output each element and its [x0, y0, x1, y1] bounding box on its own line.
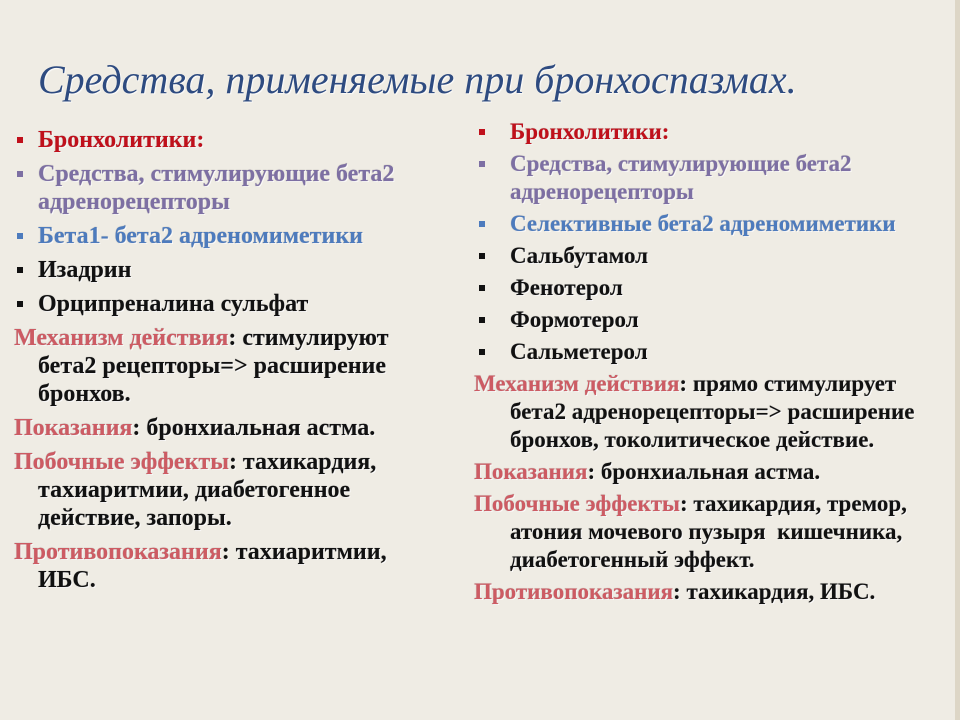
right-item-salmeterol — [474, 338, 946, 366]
note-text: : бронхиальная астма. — [587, 459, 821, 484]
bullet-square-icon — [17, 171, 23, 177]
right-note-indications — [474, 458, 946, 486]
note-text: : тахикардия, ИБС. — [673, 579, 876, 604]
bullet-square-icon — [479, 317, 485, 323]
left-note-indications — [14, 414, 424, 442]
left-column — [14, 126, 424, 600]
item-text: Орципреналина сульфат — [38, 291, 309, 317]
right-column — [474, 118, 946, 610]
bullet-square-icon — [479, 253, 485, 259]
item-text: Бета1- бета2 адреномиметики — [38, 223, 363, 249]
right-item-beta2-stimulants — [474, 150, 946, 206]
bullet-square-icon — [479, 285, 485, 291]
bullet-square-icon — [479, 349, 485, 355]
item-text: Сальбутамол — [510, 243, 649, 268]
left-item-bronchodilators — [14, 126, 424, 154]
note-label: Противопоказания — [14, 539, 222, 565]
item-text: Формотерол — [510, 307, 639, 332]
bullet-square-icon — [17, 137, 23, 143]
note-text: : стимулируют бета2 рецепторы=> расширение бронхов. — [38, 325, 395, 407]
slide-title: Средства, применяемые при бронхоспазмах. — [38, 57, 797, 102]
note-text: : прямо стимулирует бета2 адренорецепторы=> расширение бронхов, токолитическое действие. — [510, 371, 921, 452]
item-text: Фенотерол — [510, 275, 623, 300]
left-note-mechanism — [14, 324, 424, 408]
right-note-contraindications — [474, 578, 946, 606]
note-text: : тахиаритмии, ИБС. — [38, 539, 393, 593]
left-item-beta1-beta2-agonists — [14, 222, 424, 250]
item-text: Изадрин — [38, 257, 132, 283]
note-label: Механизм действия — [14, 325, 229, 351]
item-text: Средства, стимулирующие бета2 адренорецепторы — [510, 151, 852, 204]
item-text: Бронхолитики: — [38, 127, 205, 153]
note-label: Механизм действия — [474, 371, 680, 396]
item-text: Бронхолитики: — [510, 119, 670, 144]
bullet-square-icon — [479, 161, 485, 167]
bullet-square-icon — [479, 221, 485, 227]
left-item-beta2-stimulants — [14, 160, 424, 216]
slide-edge — [955, 0, 960, 720]
note-text: : тахикардия, тахиаритмии, диабетогенное действие, запоры. — [38, 449, 383, 531]
right-note-side-effects — [474, 490, 946, 574]
right-item-salbutamol — [474, 242, 946, 270]
note-label: Показания — [14, 415, 133, 441]
bullet-square-icon — [17, 233, 23, 239]
bullet-square-icon — [17, 301, 23, 307]
note-text: : бронхиальная астма. — [132, 415, 376, 441]
left-note-side-effects — [14, 448, 424, 532]
note-label: Показания — [474, 459, 588, 484]
right-item-bronchodilators — [474, 118, 946, 146]
right-item-selective-beta2-agonists — [474, 210, 946, 238]
left-item-izadrin — [14, 256, 424, 284]
right-note-mechanism — [474, 370, 946, 454]
note-label: Противопоказания — [474, 579, 674, 604]
note-label: Побочные эффекты — [474, 491, 680, 516]
note-text: : тахикардия, тремор, атония мочевого пузыря кишечника, диабетогенный эффект. — [510, 491, 913, 572]
bullet-square-icon — [479, 129, 485, 135]
right-item-formoterol — [474, 306, 946, 334]
item-text: Сальметерол — [510, 339, 648, 364]
bullet-square-icon — [17, 267, 23, 273]
right-item-fenoterol — [474, 274, 946, 302]
left-item-orciprenaline — [14, 290, 424, 318]
item-text: Селективные бета2 адреномиметики — [510, 211, 896, 236]
item-text: Средства, стимулирующие бета2 адренорецепторы — [38, 161, 395, 215]
note-label: Побочные эффекты — [14, 449, 229, 475]
left-note-contraindications — [14, 538, 424, 594]
